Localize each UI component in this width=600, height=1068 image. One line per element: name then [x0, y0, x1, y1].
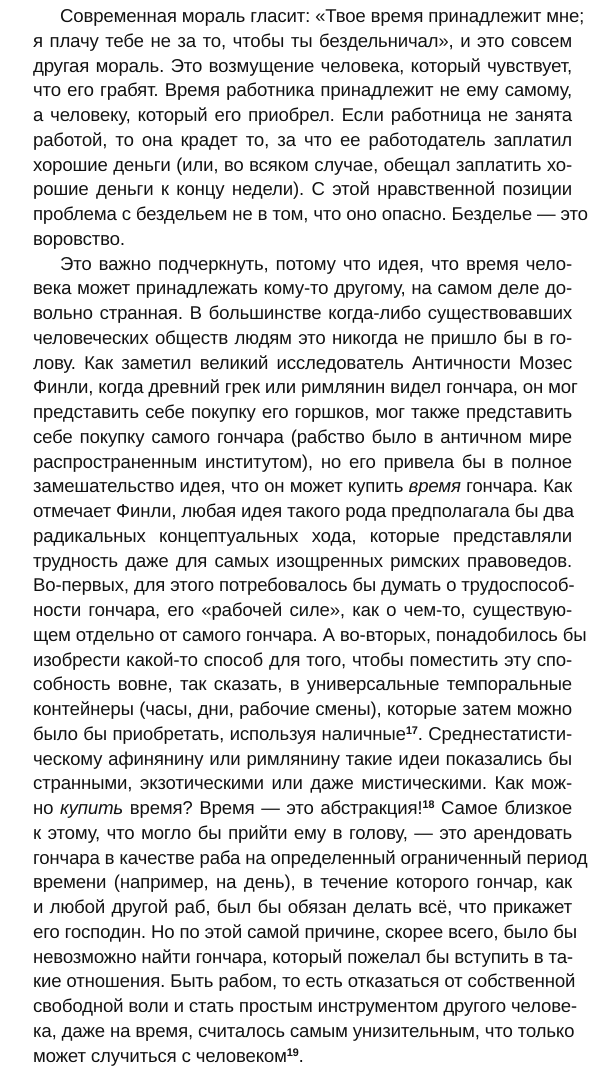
text-run: ческому афинянину или римлянину такие идеи показались бы: [33, 748, 572, 769]
text-run: может случиться с человеком: [33, 1045, 287, 1066]
text-body: [33, 4, 572, 1068]
text-run: кие отношения. Быть рабом, то есть отказаться от собственной: [33, 970, 575, 991]
text-line: [33, 4, 572, 29]
text-line: [33, 895, 572, 920]
text-line: [33, 821, 572, 846]
text-run: время? Время — это абстракция!: [123, 797, 422, 818]
italic-text: время: [409, 475, 461, 496]
text-run: рошие деньги к концу недели). С этой нравственной позиции: [33, 178, 572, 199]
text-line: [33, 78, 572, 103]
text-line: [33, 1044, 572, 1068]
text-run: что его грабят. Время работника принадлежит не ему самому,: [33, 79, 572, 100]
text-run: отмечает Финли, любая идея такого рода предполагала бы два: [33, 500, 574, 521]
text-run: его господин. Но по этой самой причине, скорее всего, было бы: [33, 921, 577, 942]
text-line: [33, 351, 572, 376]
text-line: [33, 648, 572, 673]
text-run: странными, экзотическими или даже мистическими. Как мож-: [33, 772, 572, 793]
text-line: [33, 103, 572, 128]
text-line: [33, 573, 572, 598]
text-line: [33, 870, 572, 895]
text-run: щем отдельно от самого гончара. А во-вторых, понадобилось бы: [33, 624, 586, 645]
text-run: времени (например, на день), в течение которого гончар, как: [33, 871, 572, 892]
text-run: и любой другой раб, был бы обязан делать всё, что прикажет: [33, 896, 572, 917]
text-run: вольно странная. В большинстве когда-либо существовавших: [33, 302, 572, 323]
text-run: представить себе покупку его горшков, мог также представить: [33, 401, 572, 422]
text-line: [33, 301, 572, 326]
text-run: хорошие деньги (или, во всяком случае, обещал заплатить хо-: [33, 154, 572, 175]
text-line: [33, 945, 572, 970]
text-line: [33, 29, 572, 54]
text-line: [33, 722, 572, 747]
text-run: Во-первых, для этого потребовалось бы думать о трудоспособ-: [33, 574, 574, 595]
text-line: [33, 400, 572, 425]
text-line: [33, 326, 572, 351]
text-run: трудность даже для самых изощренных римских правоведов.: [33, 550, 572, 571]
text-line: [33, 450, 572, 475]
text-line: [33, 747, 572, 772]
text-line: [33, 771, 572, 796]
text-run: к этому, что могло бы прийти ему в голову, — это арендовать: [33, 822, 572, 843]
text-line: [33, 920, 572, 945]
text-line: [33, 697, 572, 722]
text-run: века может принадлежать кому-то другому, на самом деле до-: [33, 277, 572, 298]
text-line: [33, 796, 572, 821]
text-run: .: [299, 1045, 304, 1066]
paragraph: [33, 252, 572, 1068]
text-run: гончара. Как: [461, 475, 572, 496]
text-run: Это важно подчеркнуть, потому что идея, что время чело-: [60, 253, 572, 274]
text-line: [33, 524, 572, 549]
italic-text: купить: [60, 797, 123, 818]
text-line: [33, 128, 572, 153]
text-run: распространенным институтом), но его привела бы в полное: [33, 451, 572, 472]
text-line: [33, 54, 572, 79]
footnote-marker: 17: [406, 725, 418, 737]
text-run: человеческих обществ людям это никогда не пришло бы в го-: [33, 327, 572, 348]
footnote-marker: 19: [287, 1047, 299, 1059]
text-line: [33, 177, 572, 202]
text-line: [33, 474, 572, 499]
text-line: [33, 1019, 572, 1044]
text-run: ности гончара, его «рабочей силе», как о чем-то, существую-: [33, 599, 572, 620]
text-line: [33, 846, 572, 871]
text-run: невозможно найти гончара, который пожелал бы вступить в та-: [33, 946, 573, 967]
text-run: Современная мораль гласит: «Твое время принадлежит мне;: [60, 5, 584, 26]
text-run: изобрести какой-то способ для того, чтобы поместить эту спо-: [33, 649, 572, 670]
text-run: лову. Как заметил великий исследователь Античности Мозес: [33, 352, 572, 373]
text-run: ка, даже на время, считалось самым унизительным, что только: [33, 1020, 574, 1041]
text-line: [33, 598, 572, 623]
text-line: [33, 623, 572, 648]
text-line: [33, 425, 572, 450]
text-run: себе покупку самого гончара (рабство было в античном мире: [33, 426, 572, 447]
text-run: я плачу тебе не за то, чтобы ты бездельничал», и это совсем: [33, 30, 572, 51]
text-run: а человеку, который его приобрел. Если работница не занята: [33, 104, 572, 125]
text-run: работой, то она крадет то, за что ее работодатель заплатил: [33, 129, 572, 150]
text-run: Самое близкое: [434, 797, 572, 818]
paragraph: [33, 4, 572, 252]
text-run: проблема с бездельем не в том, что оно опасно. Безделье — это: [33, 203, 588, 224]
text-line: [33, 252, 572, 277]
text-line: [33, 499, 572, 524]
text-line: [33, 994, 572, 1019]
text-run: но: [33, 797, 60, 818]
text-run: контейнеры (часы, дни, рабочие смены), которые затем можно: [33, 698, 572, 719]
text-run: гончара в качестве раба на определенный ограниченный период: [33, 847, 588, 868]
text-run: было бы приобретать, используя наличные: [33, 723, 406, 744]
text-line: [33, 969, 572, 994]
text-line: [33, 672, 572, 697]
text-run: другая мораль. Это возмущение человека, который чувствует,: [33, 55, 572, 76]
text-line: [33, 276, 572, 301]
footnote-marker: 18: [422, 799, 434, 811]
text-line: [33, 549, 572, 574]
text-line: [33, 202, 572, 227]
text-run: . Среднестатисти-: [418, 723, 572, 744]
text-run: замешательство идея, что он может купить: [33, 475, 409, 496]
text-run: свободной воли и стать простым инструментом другого челове-: [33, 995, 577, 1016]
text-run: воровство.: [33, 228, 125, 249]
text-line: [33, 153, 572, 178]
text-line: [33, 375, 572, 400]
text-run: собность вовне, так сказать, в универсальные темпоральные: [33, 673, 572, 694]
text-run: радикальных концептуальных хода, которые представляли: [33, 525, 572, 546]
text-run: Финли, когда древний грек или римлянин видел гончара, он мог: [33, 376, 578, 397]
text-line: [33, 227, 572, 252]
